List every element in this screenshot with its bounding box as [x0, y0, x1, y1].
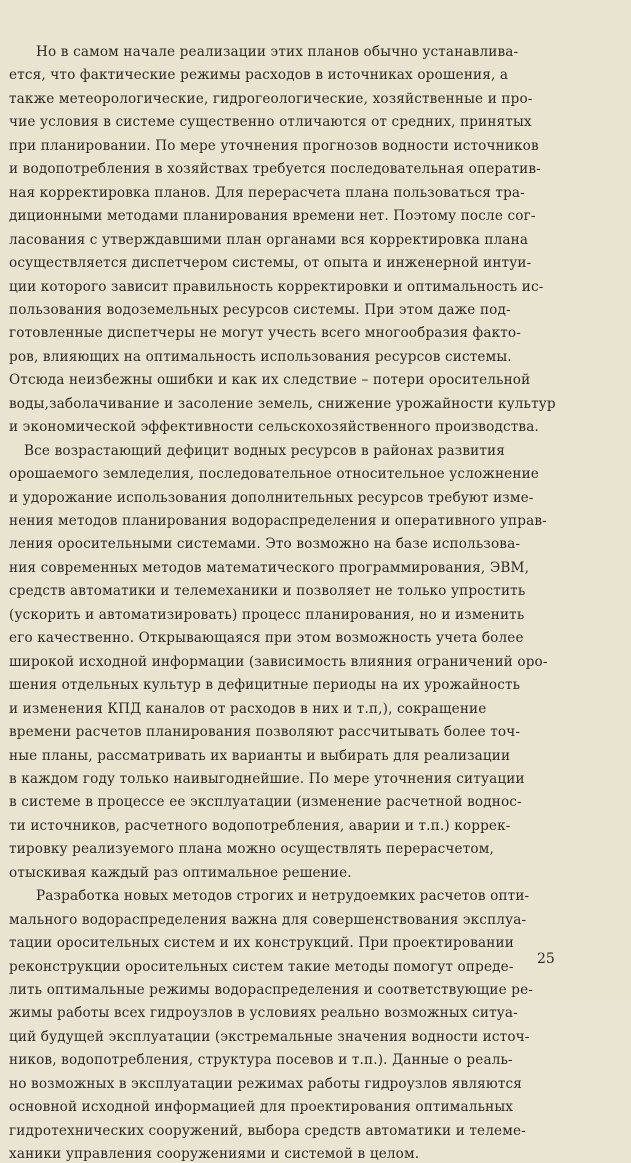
text-line: ется, что фактические режимы расходов в источниках орошения, а	[9, 67, 509, 83]
text-line: широкой исходной информации (зависимость влияния ограничений оро-	[9, 654, 548, 670]
text-line: ласования с утверждавшими план органами вся корректировка плана	[9, 232, 529, 248]
text-line: средств автоматики и телемеханики и позволяет не только упростить	[9, 583, 526, 599]
text-line: диционными методами планирования времени нет. Поэтому после сог-	[9, 208, 536, 224]
text-line: осуществляется диспетчером системы, от опыта и инженерной интуи-	[9, 255, 532, 271]
text-line: нения методов планирования водораспределения и оперативного управ-	[9, 513, 547, 529]
text-line: и удорожание использования дополнительных ресурсов требуют изме-	[9, 490, 534, 506]
text-line: ции которого зависит правильность корректировки и оптимальность ис-	[9, 279, 544, 295]
text-line: лить оптимальные режимы водораспределения и соответствующие ре-	[9, 982, 534, 998]
text-line: ций будущей эксплуатации (экстремальные значения водности источ-	[9, 1029, 530, 1045]
text-line: ния современных методов математического программирования, ЭВМ,	[9, 560, 530, 576]
text-line: готовленные диспетчеры не могут учесть всего многообразия факто-	[9, 325, 521, 341]
text-line: его качественно. Открывающаяся при этом возможность учета более	[9, 630, 524, 646]
text-line: тации оросительных систем и их конструкций. При проектировании	[9, 935, 514, 951]
text-line: воды,заболачивание и засоление земель, снижение урожайности культур	[9, 396, 556, 412]
text-line: ханики управления сооружениями и системой в целом.	[9, 1146, 420, 1162]
text-line: в системе в процессе ее эксплуатации (изменение расчетной воднос-	[9, 794, 522, 810]
text-line: Но в самом начале реализации этих планов обычно устанавлива-	[36, 44, 519, 60]
text-line: основной исходной информацией для проектирования оптимальных	[9, 1099, 514, 1115]
text-line: в каждом году только наивыгоднейшие. По мере уточнения ситуации	[9, 771, 525, 787]
text-line: но возможных в эксплуатации режимах работы гидроузлов являются	[9, 1076, 522, 1092]
text-line: при планировании. По мере уточнения прогнозов водности источников	[9, 138, 539, 154]
text-line: Все возрастающий дефицит водных ресурсов в районах развития	[24, 443, 505, 459]
text-line: и экономической эффективности сельскохозяйственного производства.	[9, 419, 539, 435]
page-number: 25	[537, 951, 555, 967]
text-line: (ускорить и автоматизировать) процесс планирования, но и изменить	[9, 607, 525, 623]
text-line: и изменения КПД каналов от расходов в них и т.п,), сокращение	[9, 701, 487, 717]
text-line: гидротехнических сооружений, выбора средств автоматики и телеме-	[9, 1123, 526, 1139]
text-line: ников, водопотребления, структура посевов и т.п.). Данные о реаль-	[9, 1052, 513, 1068]
text-line: мального водораспределения важна для совершенствования эксплуа-	[9, 912, 527, 928]
text-line: ления оросительными системами. Это возможно на базе использова-	[9, 536, 521, 552]
text-line: реконструкции оросительных систем такие методы помогут опреде-	[9, 959, 514, 975]
text-line: Отсюда неизбежны ошибки и как их следствие – потери оросительной	[9, 372, 531, 388]
text-line: пользования водоземельных ресурсов системы. При этом даже под-	[9, 302, 511, 318]
text-line: и водопотребления в хозяйствах требуется последовательная оператив-	[9, 161, 541, 177]
text-line: отыскивая каждый раз оптимальное решение.	[9, 865, 352, 881]
text-line: шения отдельных культур в дефицитные периоды на их урожайность	[9, 677, 521, 693]
text-line: тировку реализуемого плана можно осуществлять перерасчетом,	[9, 841, 494, 857]
text-line: ная корректировка планов. Для перерасчета плана пользоваться тра-	[9, 185, 525, 201]
text-line: ные планы, рассматривать их варианты и выбирать для реализации	[9, 748, 511, 764]
text-line: также метеорологические, гидрогеологические, хозяйственные и про-	[9, 91, 533, 107]
text-line: чие условия в системе существенно отличаются от средних, принятых	[9, 114, 532, 130]
text-line: ти источников, расчетного водопотребления, аварии и т.п.) коррек-	[9, 818, 511, 834]
text-line: орошаемого земледелия, последовательное относительное усложнение	[9, 466, 539, 482]
text-line: жимы работы всех гидроузлов в условиях реально возможных ситуа-	[9, 1005, 518, 1021]
text-line: ров, влияющих на оптимальность использования ресурсов системы.	[9, 349, 512, 365]
text-line: времени расчетов планирования позволяют рассчитывать более точ-	[9, 724, 521, 740]
text-line: Разработка новых методов строгих и нетрудоемких расчетов опти-	[36, 888, 530, 904]
